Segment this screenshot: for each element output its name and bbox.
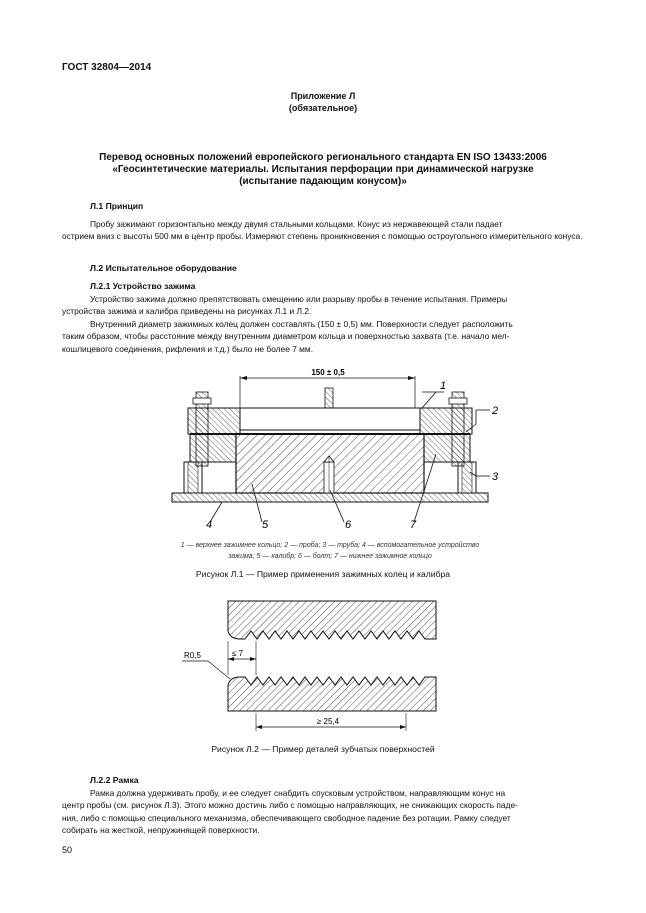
callout-6: 6 [345,519,352,531]
paragraph-line: кошлицевого соединения, рифления и т.д.) было не более 7 мм. [62,343,314,354]
callout-2: 2 [492,405,499,417]
bolt-center-top [325,388,333,408]
legend-line-2: зажима; 5 — калибр; 6 — болт; 7 — нижнее зажимное кольцо [228,553,432,560]
callout-3: 3 [492,471,499,483]
paragraph-line: Рамка должна удерживать пробу, и ее следует снабдить спусковым устройством, направляющим конус на [90,788,506,798]
section-l2-heading: Л.2 Испытательное оборудование [90,263,237,273]
bolt-right [449,392,467,466]
figure-1-drawing [160,362,500,538]
length-label: ≥ 25,4 [316,717,340,726]
paragraph-line: острием вниз с высоты 500 мм в центр пробы. Измеряют степень проникновения с помощью остроугольного измерительного конуса. [62,231,583,242]
paragraph-line: таким образом, чтобы расстояние между внутренним диаметром кольца и поверхностью захвата (т.е. начало мел- [62,331,510,342]
bolt-left [193,392,211,466]
document-header: ГОСТ 32804—2014 [62,62,152,73]
paragraph-line: Устройство зажима должно препятствовать смещению или разрыву пробы в течение испытания. Примеры [90,294,508,304]
bolt-6 [324,456,334,493]
page-number: 50 [62,845,73,855]
gap-label: ≤ 7 [232,649,244,658]
paragraph-line: центр пробы (см. рисунок Л.3). Этого можно достичь либо с помощью направляющих, не снижающих скорость паде- [62,800,518,811]
section-l22-heading: Л.2.2 Рамка [90,775,139,785]
paragraph-line: собирать на жесткой, непружинящей поверхности. [62,824,260,835]
title-line-1: Перевод основных положений европейского регионального стандарта EN ISO 13433:2006 [99,152,547,163]
title-line-3: (испытание падающим конусом)» [239,176,407,187]
callout-1: 1 [440,380,447,392]
figure-1-legend [100,540,560,562]
callout-4: 4 [206,519,213,531]
paragraph-line: ния, либо с помощью специального механизма, обеспечивающего свободное падение без ротации. Рамку следует [62,812,511,823]
dimension-label: 150 ± 0,5 [311,368,345,377]
paragraph-line: Внутренний диаметр зажимных колец должен составлять (150 ± 0,5) мм. Поверхности следует расположить [90,319,513,329]
legend-line-1: 1 — верхнее зажимнее кольцо; 2 — проба; 3 — труба; 4 — вспомогательное устройство [180,542,480,549]
section-l1-heading: Л.1 Принцип [90,201,144,211]
appendix-status: (обязательное) [288,103,358,113]
figure-1-caption: Рисунок Л.1 — Пример применения зажимных колец и калибра [195,569,451,579]
paragraph-line: Пробу зажимают горизонтально между двумя стальными кольцами. Конус из нержавеющей стали падает [90,219,503,229]
section-l22-text [62,787,599,836]
appendix-title: Приложение Л [290,91,356,101]
title-line-2: «Геосинтетические материалы. Испытания перфорации при динамической нагрузке [112,164,534,175]
section-l21-paragraph-2 [62,318,599,355]
radius-label: R0,5 [184,651,201,660]
callout-5: 5 [262,519,269,531]
section-l21-heading: Л.2.1 Устройство зажима [90,281,196,291]
callout-7: 7 [410,519,417,531]
paragraph-line: устройства зажима и калибра приведены на рисунках Л.1 и Л.2. [62,306,312,317]
section-l1-text [62,218,599,243]
section-l21-paragraph-1 [62,293,599,318]
figure-2-caption: Рисунок Л.2 — Пример деталей зубчатых поверхностей [211,744,435,754]
figure-2-drawing [178,595,448,740]
document-title [0,152,646,188]
